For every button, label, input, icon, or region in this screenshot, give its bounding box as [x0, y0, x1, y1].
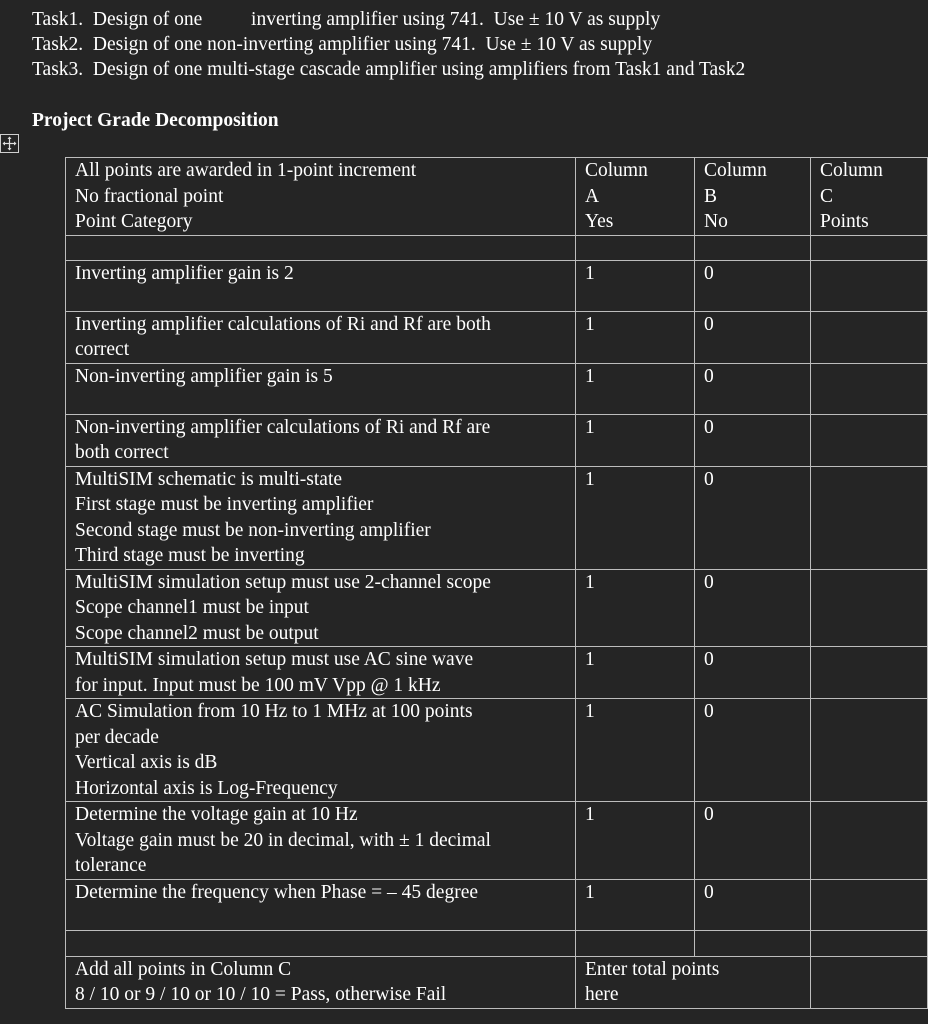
category-line: Third stage must be inverting [75, 545, 305, 566]
column-b-value: 0 [695, 260, 811, 311]
table-spacer-row [66, 235, 928, 260]
category-line: Inverting amplifier gain is 2 [75, 262, 294, 284]
category-line: Vertical axis is dB [75, 752, 218, 773]
column-b-value: 0 [695, 699, 811, 802]
category-line: for input. Input must be 100 mV Vpp @ 1 kHz [75, 674, 441, 696]
header-column-c-cell [811, 158, 928, 236]
category-line: correct [75, 339, 130, 360]
column-a-value: 1 [576, 414, 695, 466]
move-arrows-icon [2, 136, 17, 151]
column-c-points-cell[interactable] [811, 466, 928, 569]
table-footer-row [66, 956, 928, 1008]
category-line: Scope channel1 must be input [75, 597, 309, 618]
point-category-cell [66, 363, 576, 414]
header-line: All points are awarded in 1-point increment [75, 160, 417, 181]
column-b-value: 0 [695, 569, 811, 647]
point-category-cell [66, 879, 576, 930]
column-c-points-cell[interactable] [811, 363, 928, 414]
table-row [66, 466, 928, 569]
header-category-cell [66, 158, 576, 236]
header-line: B [704, 185, 718, 207]
column-c-points-cell[interactable] [811, 699, 928, 802]
point-category-cell [66, 802, 576, 880]
point-category-cell [66, 260, 576, 311]
category-line: Scope channel2 must be output [75, 622, 319, 644]
point-category-cell [66, 311, 576, 363]
column-c-points-cell[interactable] [811, 647, 928, 699]
empty-cell [695, 235, 811, 260]
footer-line: 8 / 10 or 9 / 10 or 10 / 10 = Pass, otherwise Fail [75, 984, 447, 1005]
column-b-value: 0 [695, 311, 811, 363]
empty-cell [811, 235, 928, 260]
column-b-value: 0 [695, 363, 811, 414]
header-line: Column [585, 160, 648, 181]
header-line: No [704, 211, 728, 232]
empty-cell [695, 930, 811, 956]
header-line: Column [820, 160, 883, 181]
header-line: Points [820, 211, 869, 232]
category-line: First stage must be inverting amplifier [75, 494, 374, 515]
footer-total-cell [576, 956, 811, 1008]
header-line: A [585, 185, 600, 207]
category-line: Horizontal axis is Log-Frequency [75, 777, 338, 799]
table-row [66, 699, 928, 802]
point-category-cell [66, 647, 576, 699]
column-b-value: 0 [695, 414, 811, 466]
table-move-handle[interactable] [0, 134, 19, 153]
column-a-value: 1 [576, 569, 695, 647]
task-1: Task1. Design of one inverting amplifier using 741. Use ± 10 V as supply [32, 9, 661, 30]
column-c-points-cell[interactable] [811, 879, 928, 930]
section-heading: Project Grade Decomposition [32, 110, 279, 131]
footer-instructions-cell [66, 956, 576, 1008]
column-c-points-cell[interactable] [811, 414, 928, 466]
column-c-points-cell[interactable] [811, 802, 928, 880]
empty-cell [576, 930, 695, 956]
empty-cell [811, 930, 928, 956]
empty-cell [66, 930, 576, 956]
category-line: Second stage must be non-inverting amplifier [75, 519, 431, 541]
footer-line: Add all points in Column C [75, 958, 292, 980]
column-c-points-cell[interactable] [811, 569, 928, 647]
header-line: Yes [585, 211, 614, 232]
task-2: Task2. Design of one non-inverting amplifier using 741. Use ± 10 V as supply [32, 34, 653, 55]
column-b-value: 0 [695, 802, 811, 880]
category-line: both correct [75, 442, 169, 463]
column-a-value: 1 [576, 699, 695, 802]
header-line: C [820, 185, 834, 207]
category-line: Determine the voltage gain at 10 Hz [75, 804, 358, 825]
footer-points-input-cell[interactable] [811, 956, 928, 1008]
category-line: Non-inverting amplifier gain is 5 [75, 365, 333, 387]
header-line: Point Category [75, 211, 193, 232]
point-category-cell [66, 699, 576, 802]
column-b-value: 0 [695, 879, 811, 930]
category-line: AC Simulation from 10 Hz to 1 MHz at 100 points [75, 701, 473, 722]
column-a-value: 1 [576, 363, 695, 414]
category-line: Voltage gain must be 20 in decimal, with ± 1 decimal [75, 829, 491, 851]
column-a-value: 1 [576, 260, 695, 311]
empty-cell [576, 235, 695, 260]
point-category-cell [66, 569, 576, 647]
column-a-value: 1 [576, 802, 695, 880]
category-line: Inverting amplifier calculations of Ri and Rf are both [75, 313, 491, 335]
header-column-b-cell [695, 158, 811, 236]
table-row [66, 260, 928, 311]
table-row [66, 802, 928, 880]
footer-line: Enter total points [585, 958, 720, 980]
table-row [66, 363, 928, 414]
table-row [66, 569, 928, 647]
column-a-value: 1 [576, 311, 695, 363]
header-column-a-cell [576, 158, 695, 236]
column-b-value: 0 [695, 466, 811, 569]
category-line: per decade [75, 726, 159, 748]
grade-table [65, 157, 928, 1009]
footer-line: here [585, 984, 619, 1005]
column-c-points-cell[interactable] [811, 311, 928, 363]
point-category-cell [66, 414, 576, 466]
table-row [66, 414, 928, 466]
category-line: Determine the frequency when Phase = – 45 degree [75, 881, 479, 903]
category-line: MultiSIM schematic is multi-state [75, 468, 343, 490]
category-line: Non-inverting amplifier calculations of Ri and Rf are [75, 416, 491, 438]
category-line: MultiSIM simulation setup must use 2-channel scope [75, 571, 491, 593]
table-row [66, 879, 928, 930]
column-a-value: 1 [576, 466, 695, 569]
column-b-value: 0 [695, 647, 811, 699]
header-line: No fractional point [75, 185, 224, 207]
table-header-row [66, 158, 928, 236]
table-row [66, 647, 928, 699]
column-a-value: 1 [576, 647, 695, 699]
header-line: Column [704, 160, 767, 181]
table-row [66, 311, 928, 363]
category-line: tolerance [75, 855, 147, 876]
point-category-cell [66, 466, 576, 569]
column-c-points-cell[interactable] [811, 260, 928, 311]
category-line: MultiSIM simulation setup must use AC sine wave [75, 649, 474, 670]
column-a-value: 1 [576, 879, 695, 930]
table-spacer-row [66, 930, 928, 956]
empty-cell [66, 235, 576, 260]
task-3: Task3. Design of one multi-stage cascade amplifier using amplifiers from Task1 and Task2 [32, 59, 746, 80]
